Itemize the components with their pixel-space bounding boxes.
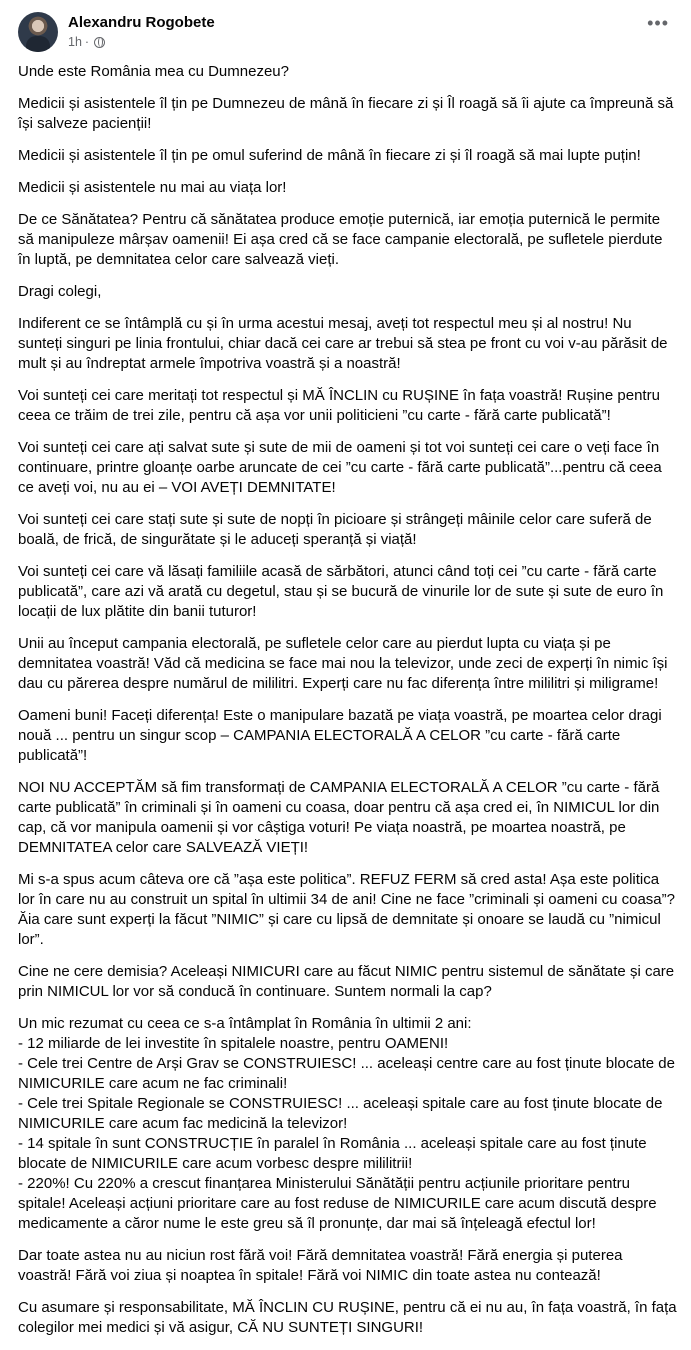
author-name[interactable]: Alexandru Rogobete <box>68 14 215 31</box>
post-paragraph: Oameni buni! Faceți diferența! Este o manipulare bazată pe viața voastră, pe moartea celor dragi nouă ... pentru un singur scop – CAMPANIA ELECTORALĂ A CELOR ”cu carte - fără carte publicată”! <box>18 707 662 764</box>
post-header <box>18 10 677 54</box>
globe-icon[interactable] <box>94 37 105 48</box>
post-paragraph: NOI NU ACCEPTĂM să fim transformați de CAMPANIA ELECTORALĂ A CELOR ”cu carte - fără carte publicată” în criminali și în oameni cu coasa, doar pentru că așa cred ei, în NIMICUL lor din cap, că vor manipula oamenii și vor câștiga voturi! Pe viața noastră, pe moartea noastră, pe DEMNITATEA celor care SALVEAZĂ VIEȚI! <box>18 779 660 856</box>
post-paragraph: Cu asumare și responsabilitate, MĂ ÎNCLIN CU RUȘINE, pentru că ei nu au, în fața voastră, în fața colegilor mei medici și vă asigur, CĂ NU SUNTEȚI SINGURI! <box>18 1299 677 1336</box>
post-paragraph: Unii au început campania electorală, pe sufletele celor care au pierdut lupta cu viața și pe demnitatea voastră! Văd că medicina se face mai nou la televizor, unde zeci de experți în nimic își dau cu părerea despre numărul de mililitri. Experți care nu fac diferența între mililitri și miligrame! <box>18 635 668 692</box>
post-text <box>18 62 677 1350</box>
post-paragraph: Medicii și asistentele nu mai au viața lor! <box>18 179 287 196</box>
post-paragraph: Voi sunteți cei care meritați tot respectul și MĂ ÎNCLIN cu RUȘINE în fața voastră! Rușine pentru ceea ce trăim de trei zile, pentru că așa vor unii politicieni ”cu carte - fără carte publicată”! <box>18 387 660 424</box>
post-paragraph: Voi sunteți cei care ați salvat sute și sute de mii de oameni și tot voi sunteți cei care o veți face în continuare, printre gloanțe oarbe aruncate de cei ”cu carte - fără carte publicată”...pentru că ceea ce aveți voi, nu au ei – VOI AVEȚI DEMNITATE! <box>18 439 662 496</box>
post-time[interactable]: 1h <box>68 35 82 49</box>
post-paragraph: Voi sunteți cei care stați sute și sute de nopți în picioare și strângeți mâinile celor care suferă de boală, de frică, de singurătate și le aduceți speranță și viață! <box>18 511 652 548</box>
post-paragraph: De ce Sănătatea? Pentru că sănătatea produce emoție puternică, iar emoția puternică le permite să manipuleze mârșav oamenii! Ei așa cred că se face campanie electorală, pe sufletele pierdute în luptă, pe demnitatea celor care salvează vieți. <box>18 211 663 268</box>
post-paragraph: Voi sunteți cei care vă lăsați familiile acasă de sărbători, atunci când toți cei ”cu carte - fără carte publicată”, care azi vă arată cu degetul, stau și se bucură de vinurile lor de sute și sute de euro în locații de lux plătite din banii tuturor! <box>18 563 664 620</box>
post-paragraph: Dragi colegi, <box>18 283 102 300</box>
post-paragraph: Un mic rezumat cu ceea ce s-a întâmplat în România în ultimii 2 ani: - 12 miliarde de lei investite în spitalele noastre, pentru OAMENI! - Cele trei Centre de Arși Grav se CONSTRUIESC! ... aceleași centre care au fost ținute blocate de NIMICURILE care acum ne fac criminali! - Cele trei Spitale Regionale se CONSTRUIESC! ... aceleași spitale care au fost ținute blocate de NIMICURILE care acum fac medicină la televizor! - 14 spitale în sunt CONSTRUCȚIE în paralel în România ... aceleași spitale care au fost ținute blocate de NIMICURILE care acum vorbesc despre mililitrii! - 220%! Cu 220% a crescut finanțarea Ministerului Sănătății pentru acțiunile prioritare pentru spitale! Aceleași acțiuni prioritare care au fost reduse de NIMICURILE care acum discută despre medicamente a căror nume le este greu să îl pronunțe, dar mai să înțeleagă efectul lor! <box>18 1015 675 1232</box>
author-avatar[interactable] <box>18 12 58 52</box>
post-paragraph: Medicii și asistentele îl țin pe Dumnezeu de mână în fiecare zi și Îl roagă să îi ajute ca împreună să își salveze pacienții! <box>18 95 674 132</box>
post-paragraph: Medicii și asistentele îl țin pe omul suferind de mână în fiecare zi și îl roagă să mai lupte puțin! <box>18 147 641 164</box>
post-meta <box>68 35 105 49</box>
post-paragraph: Indiferent ce se întâmplă cu și în urma acestui mesaj, aveți tot respectul meu și al nostru! Nu sunteți singuri pe linia frontului, chiar dacă cei care ar trebui să stea pe front cu voi v-au părăsit de mult și au îndreptat armele împotriva voastră și a noastră! <box>18 315 668 372</box>
post-paragraph: Unde este România mea cu Dumnezeu? <box>18 63 289 80</box>
meta-separator: · <box>84 35 90 49</box>
post-paragraph: Mi s-a spus acum câteva ore că ”așa este politica”. REFUZ FERM să cred asta! Așa este politica lor în care nu au construit un spital în ultimii 34 de ani! Cine ne face ”criminali și oameni cu coasa”? Ăia care sunt experți la făcut ”NIMIC” și care cu lipsă de demnitate și onoare se laudă cu ”nimicul lor”. <box>18 871 675 948</box>
post-paragraph: Dar toate astea nu au niciun rost fără voi! Fără demnitatea voastră! Fără energia și puterea voastră! Fără voi ziua și noaptea în spitale! Fără voi NIMIC din toate astea nu contează! <box>18 1247 623 1284</box>
more-options-icon[interactable]: ••• <box>647 13 669 33</box>
post-paragraph: Cine ne cere demisia? Aceleași NIMICURI care au făcut NIMIC pentru sistemul de sănătate și care prin NIMICUL lor vor să conducă în continuare. Suntem normali la cap? <box>18 963 675 1000</box>
